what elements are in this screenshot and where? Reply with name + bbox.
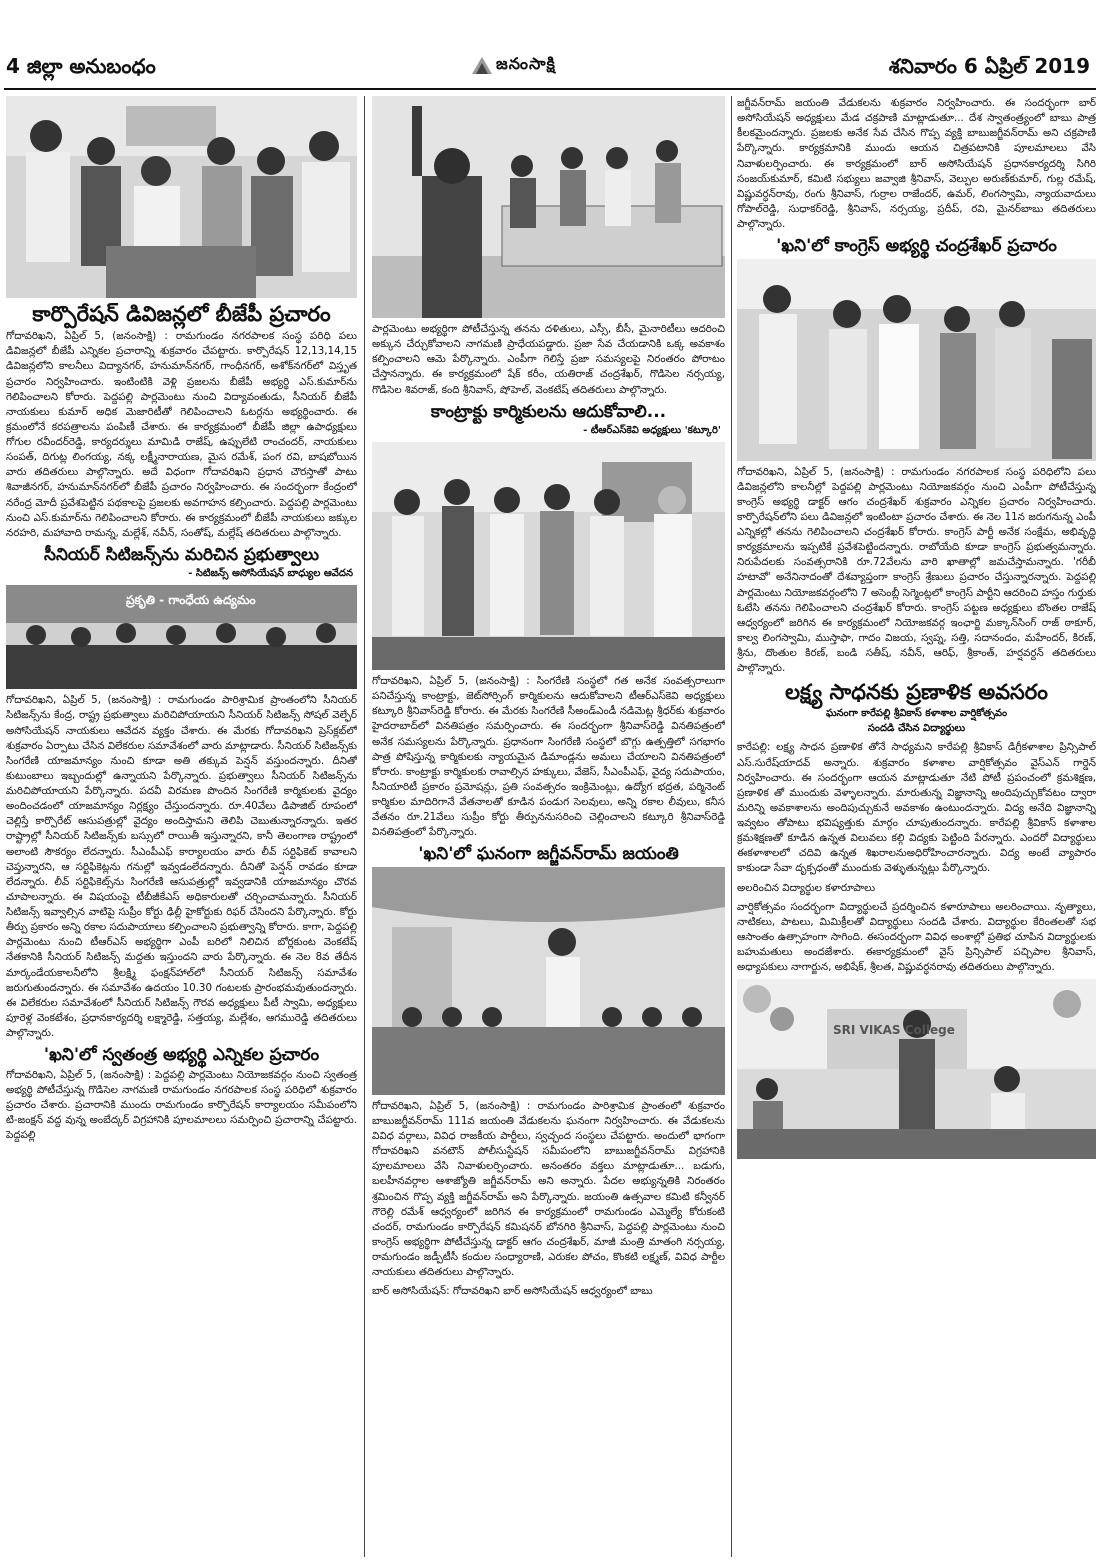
headline-senior-citizens: సీనియర్ సిటిజన్స్‌ను మరిచిన ప్రభుత్వాలు <box>44 544 319 565</box>
photo-jagjivan-jayanti <box>372 867 725 1095</box>
article-body-senior-citizens: గోదావరిఖని, ఏప్రిల్ 5, (జనంసాక్షి) : రామగుండం పారిశ్రామిక ప్రాంతంలోని సీనియర్ సిటిజన్స్‌ను కేంద్ర, రాష్ట్ర ప్రభుత్వాలు మరిచిపోయాయని సీనియర్ సిటిజన్స్ సోషల్ వెల్ఫేర్ అసోసియేషన్ నాయకులు ఆవేదన వ్యక్తం చేశారు. ఈ మేరకు గోదావరిఖని ప్రెస్‌క్లబ్‌లో శుక్రవారం ఏర్పాటు చేసిన విలేకరుల సమావేశంలో వారు మాట్లాడారు. సీనియర్ సిటిజన్స్‌కు సింగరేణి యాజమాన్యం నుంచి కూడా అతి తక్కువ పెన్షన్ వస్తుందన్నారు. దీనితో కుటుంబాలు ఇబ్బందుల్లో ఉన్నాయని పేర్కొన్నారు. ప్రభుత్వాలు సీనియర్ సిటిజన్స్‌ను మరిచిపోయాయని పేర్కొన్నారు. పదవీ విరమణ పొందిన సింగరేణి కార్మికులకు వైద్యం అందించడంలో యాజమాన్యం నిర్లక్ష్యం చేస్తుందన్నారు. రూ.40వేలు డిపాజిట్ రూపంలో చెల్లిస్తే కార్పొరేట్ ఆసుపత్రుల్లో వైద్యం అందిస్తామని తెలిపి చెబుతున్నారన్నారు. ఇతర రాష్ట్రాల్లో సీనియర్ సిటిజన్స్‌కు బస్సులో రాయితీ ఇస్తున్నారని, కానీ తెలంగాణ రాష్ట్రంలో అలాంటి సౌకర్యం లేదన్నారు. సీఎంపీఎఫ్ కార్యాలయం వారు లీవ్ సర్టిఫికెట్ కావాలని చెప్తున్నారని, ఆ సర్టిఫికెట్లను గనుల్లో ఇవ్వడంలేదన్నారు. దీనితో పెన్షన్ రావడం కూడా లేదన్నారు. లీవ్ సర్టిఫికెట్స్‌ను సింగరేణి ఆసుపత్రుల్లో ఇవ్వడానికి యాజమాన్యం చొరవ చూపాలన్నారు. ఈ విషయంపై టీబీజీకేఎస్ అధికారులతో చర్చించామన్నారు. సీనియర్ సిటిజన్స్ ఇవ్వాల్సిన వాటిపై సుప్రీం కోర్టు ఢిల్లీ హైకోర్టుకు రిఫర్ చేసిందని పేర్కొన్నారు. కోర్టు తీర్పు ప్రకారం అన్ని రకాల సదుపాయాలు కల్పించాలని ప్రభుత్వాన్ని కోరారు. కాగా, పెద్దపల్లి పార్లమెంటు నుంచి టీఆర్ఎస్ అభ్యర్థిగా ఎంపీ బరిలో నిలిచిన బోర్లకుంట వెంకటేష్ నేతకానికి సీనియర్ సిటిజన్స్ మద్దతు ఇస్తుందని వారు పేర్కొన్నారు. ఈ నెల 8వ తేదీన మార్కండేయకాలనీలోని శ్రీలక్ష్మి ఫంక్షన్‌హాల్‌లో సీనియర్ సిటిజన్స్ సమావేశం జరుగుతుందన్నారు. ఈ సమావేశం ఉదయం 10.30 గంటలకు ప్రారంభమవుతుందన్నారు. ఈ విలేకరుల సమావేశంలో సీనియర్ సిటిజన్స్ గౌరవ అధ్యక్షులు పీటీ స్వామి, అధ్యక్షులు పూరెళ్ల వెంకటేశం, ప్రధానకార్యదర్శి లక్ష్మారెడ్డి, సత్తయ్య, మల్లేశం, ఆగమురెడ్డి తదితరులు పాల్గొన్నారు. <box>6 694 357 1040</box>
article-subhead-cultural: అలరించిన విద్యార్థుల కళారూపాలు <box>737 881 876 894</box>
photo-banner-text: SRI VIKAS College <box>833 1023 955 1038</box>
column-divider <box>364 96 365 1557</box>
article-body-independent-candidate: గోదావరిఖని, ఏప్రిల్ 5, (జనంసాక్షి) : పెద్దపల్లి పార్లమెంటు నియోజకవర్గం నుంచి స్వతంత్ర అభ్యర్థి పోటీచేస్తున్న గొడిసెల నాగమణి రామగుండం నగరపాలక సంస్థ పరిధిలో శుక్రవారం ప్రచారం చేశారు. ప్రచారానికి ముందు రామగుండం కార్పొరేషన్ కార్యాలయం సమీపంలోని టి-జంక్షన్ వద్ద వున్న అంబేద్కర్ విగ్రహానికి పూలమాలలు సమర్పించి ప్రచారాన్ని చేపట్టారు. పెద్దపల్లి <box>6 1068 357 1142</box>
article-body-bar-association-cont: జగ్జీవన్‌రామ్ జయంతి వేడుకలను శుక్రవారం నిర్వహించారు. ఈ సందర్భంగా బార్ అసోసియేషన్ అధ్యక్షులు మేడ చక్రపాణి మాట్లాడుతూ... దేశ స్వాతంత్ర్యంలో బాబు పాత్ర కీలకమైందన్నారు. ప్రజలకు అనేక సేవ చేసిన గొప్ప వ్యక్తి బాబుజగ్జీవన్‌రామ్ అని చక్రపాణి పేర్కొన్నారు. కార్యక్రమానికి ముందు ఆయన చిత్రపటానికి పూలమాలలు వేసి నివాళులర్పించారు. ఈ కార్యక్రమంలో బార్ అసోసియేషన్ ప్రధానకార్యదర్శి సిగిరి సంజయ్‌కుమార్, కమిటి సభ్యులు జవ్వాజి శ్రీనివాస్, వెల్పుల అరుణ్‌కుమార్, గుల్ల రమేష్, విష్ణువర్ధన్‌రావు, రంగు శ్రీనివాస్, గుర్రాల రాజేందర్, ఉమర్, లింగస్వామి, న్యాయవాదులు గోపాల్‌రెడ్డి, సుధాకర్‌రెడ్డి, శ్రీనివాస్, నర్సయ్య, ప్రదీప్, రవి, మైనర్‌బాబు తదితరులు పాల్గొన్నారు. <box>737 97 1096 230</box>
photo-banner-text: ప్రకృతి - గాంధేయ ఉద్యమం <box>126 593 256 608</box>
column-3 <box>737 96 1096 1557</box>
subheadline-contract-workers: - టీఆర్ఎస్‌కెవి అధ్యక్షులు 'కట్కూరి' <box>583 425 721 437</box>
photo-college-event <box>737 979 1096 1159</box>
photo-contract-workers <box>372 442 725 670</box>
masthead <box>0 0 1100 92</box>
photo-bjp-campaign <box>6 96 357 298</box>
issue-date: శనివారం 6 ఏప్రిల్ 2019 <box>888 54 1090 78</box>
headline-contract-workers: కాంట్రాక్టు కార్మికులను ఆదుకోవాలి... <box>430 401 667 422</box>
masthead-rule <box>4 88 1096 90</box>
subheadline-students: సందడి చేసిన విద్యార్థులు <box>867 723 966 735</box>
column-2 <box>372 96 725 1557</box>
article-body-contract-workers: గోదావరిఖని, ఏప్రిల్ 5, (జనంసాక్షి) : సింగరేణి సంస్థలో గత అనేక సంవత్సరాలుగా పనిచేస్తున్న కాంట్రాక్టు, జెట్‌సోర్సింగ్ కార్మికులను ఆదుకోవాలని టీఆర్ఎస్‌కెవి అధ్యక్షులు కట్కూరి శ్రీనివాస్‌రెడ్డి కోరారు. ఈ మేరకు సింగరేణి సీఅండ్ఎండీ నడిమెట్ల శ్రీధర్‌కు శుక్రవారం హైదరాబాద్‌లో వినతిపత్రం సమర్పించారు. ఈ సందర్భంగా శ్రీనివాస్‌రెడ్డి వినతిపత్రంలో అనేక సమస్యలను పేర్కొన్నారు. ప్రధానంగా సింగరేణి సంస్థలో బొగ్గు ఉత్పత్తిలో సగభాగం పాత్ర పోషిస్తున్న కార్మికులకు న్యాయమైన డిమాండ్లను అమలు చేయాలని వినతిపత్రంలో కోరారు. కాంట్రాక్టు కార్మికులకు రావాల్సిన హక్కులు, వేజెస్, సీఎంపీఎఫ్, వైద్య సదుపాయం, సీనియారిటీ ప్రకారం ప్రమోషన్లు, ప్రతి సంవత్సరం ఇంక్రిమెంట్లు, ఉద్యోగ భద్రత, పర్మినెంట్ కార్మికుల మాదిరిగానే వేతనాలతో కూడిన పండుగ సెలవులు, అన్ని రకాల లీవులు, కనీస వేతనం రూ.21వేలు సుప్రీం కోర్టు తీర్పుననుసరించి చెల్లించాలని కట్కూరి శ్రీనివాస్‌రెడ్డి వినతిపత్రంలో పేర్కొన్నారు. <box>372 675 725 839</box>
article-body-bjp-campaign: గోదావరిఖని, ఏప్రిల్ 5, (జనంసాక్షి) : రామగుండం నగరపాలక సంస్థ పరిధి పలు డివిజన్లలో బీజేపీ ఎన్నికల ప్రచారాన్ని శుక్రవారం చేపట్టారు. కార్పొరేషన్ 12,13,14,15 డివిజన్లలోని కాలనీలు విద్యానగర్, హనుమాన్‌నగర్, గాంధీనగర్, అశోక్‌నగర్‌లో విస్తృత ప్రచారం నిర్వహించారు. ఇంటింటికి వెళ్లి ప్రజలను బీజేపీ అభ్యర్థి ఎస్.కుమార్‌ను గెలిపించాలని కోరారు. పెద్దపల్లి పార్లమెంటు నుంచి విద్యావంతుడు, సీనియర్ బీజేపీ నాయకులు కుమార్ అధిక మెజారిటీతో గెలిపించాలని ఓటర్లను అభ్యర్థించారు. ఈ క్రమంలోనే కరపత్రాలను పంపిణీ చేశారు. ఈ కార్యక్రమంలో బీజేపీ జిల్లా ఉపాధ్యక్షులు గోగుల రవీందర్‌రెడ్డి, కార్యదర్శులు మామిడి రాజేష్, ఉప్పులేటి రాంచందర్, నాయకులు సంపత్, దిగుట్ల లింగయ్య, నక్క లక్ష్మీనారాయణ, మైస రమేశ్, పంగ రవి, బాషబోయిన వారు తదితరులు పాల్గొన్నారు. అదే విధంగా గోదావరిఖని ప్రధాన చౌరస్తాతో పాటు శివాజీనగర్, హనుమాన్‌నగర్‌లో బీజేపీ ప్రచారం నిర్వహించారు. ఈ సందర్భంగా కేంద్రంలో నరేంద్ర మోదీ ప్రవేశపెట్టిన పథకాలపై ప్రజలకు అవగాహన కల్పించారు. పెద్దపల్లి పార్లమెంటు నుంచి ఎస్.కుమార్‌ను గెలిపించాలని కోరారు. ఈ కార్యక్రమంలో బీజేపీ నాయకులు జక్కుల నరహరి, మహావాది రామన్న, మల్లేశ్, నవీన్, సంతోష్, మల్లేష్ తదితరులు పాల్గొన్నారు. <box>6 330 357 539</box>
photo-congress-campaign <box>737 259 1096 461</box>
subheadline-college-anniversary: ఘనంగా కారేపల్లి శ్రీవికాస్ కళాశాల వార్షికోత్సవం <box>825 708 1008 720</box>
headline-jagjivan-jayanti: 'ఖని'లో ఘనంగా జగ్జీవన్‌రామ్ జయంతి <box>418 844 679 865</box>
subheadline-senior-citizens: - సిటిజన్స్ అసోసియేషన్ బాధ్యుల ఆవేదన <box>188 568 353 580</box>
headline-bjp-campaign: కార్పొరేషన్ డివిజన్లలో బీజేపీ ప్రచారం <box>32 302 331 326</box>
article-body-college-anniversary: కారేపల్లి: లక్ష్య సాధన ప్రణాళిక తోనే సాధ్యమని కారేపల్లి శ్రీవికాస్ డిగ్రీకళాశాల ప్రిన్సిపాల్ ఎస్.సురేష్‌యాదవ్ అన్నారు. శుక్రవారం కళాశాల వార్షికోత్సవం వైస్‌ఎన్ గార్డెన్ నిర్వహించారు. ఈ సందర్భంగా ఆయన మాట్లాడుతూ నేటి పోటీ ప్రపంచంలో క్రమశిక్షణ, ప్రణాళిక తో ముందుకు వెళ్ళాలన్నారు. మారుతున్న విజ్ఞానాన్ని అందిపుచ్చుకోవటం ద్వారా మరిన్ని అవకాశాలను అందిపుచ్చుకునే అవకాశం ఉంటుందన్నారు. విద్య అనేది విజ్ఞానాన్ని ఇవ్వటం తోపాటు భవిష్యత్తుకు మార్గం చూపుతుందన్నారు. కారేపల్లి శ్రీవికాస్ కళాశాల క్రమశిక్షణతో కూడిన ఉన్నత విలువలు కల్గి విద్యకు పెట్టింది పేరన్నారు. ఎందరో విద్యార్థులు ఈకళాశాలలో చదివి ఉన్నత శిఖరాలనుఅధిరోహించారన్నారు. విద్య అంటే వ్యాపారం కాకుండా సేవా దృక్పధంతో ముందుకు వెళ్ళుతున్నట్లు పేర్కొన్నారు. <box>737 741 1096 875</box>
logo-text: జనంసాక్షి <box>496 54 556 73</box>
photo-senior-citizens <box>6 585 357 689</box>
article-body-jagjivan-jayanti: గోదావరిఖని, ఏప్రిల్ 5, (జనంసాక్షి) : రామగుండం పారిశ్రామిక ప్రాంతంలో శుక్రవారం బాబుజగ్జీవన్‌రామ్ 111వ జయంతి వేడుకలను ఘనంగా నిర్వహించారు. ఈ వేడుకలను వివిధ వర్గాలు, వివిధ రాజకీయ పార్టీలు, స్వచ్ఛంద సంస్థలు చేపట్టారు. అందులో భాగంగా గోదావరిఖని వనటౌన్ పోలీసుస్టేషన్ సమీపంలోని బాబుజగ్జీవన్‌రామ్ విగ్రహానికి పూలమాలలు వేసి నివాళులర్పించారు. అనంతరం వక్తలు మాట్లాడుతూ... బడుగు, బలహీనవర్గాల ఆశాజ్యోతి జగ్జీవన్‌రామ్ అని అన్నారు. పేదల అభ్యున్నతికి నిరంతరం శ్రమించిన గొప్ప వ్యక్తి జగ్జీవన్‌రామ్ అని పేర్కొన్నారు. జయంతి ఉత్సవాల కమిటి కన్వీనర్ గౌరెల్లి రమేశ్ ఆధ్వర్యంలో జరిగిన ఈ కార్యక్రమంలో రామగుండం ఎమ్మెల్యే కోరుకంటి చందర్, రామగుండం కార్పొరేషన్ కమిషనర్ బోనగిరి శ్రీనివాస్, పెద్దపల్లి పార్లమెంటు నుంచి కాంగ్రెస్ అభ్యర్థిగా పోటీచేస్తున్న డాక్టర్ ఆగం చంద్రశేఖర్, మాజీ మంత్రి మాతంగి నర్సయ్య, రామగుండం జడ్పీటీసీ కందుల సంధ్యారాణి, ఎరుకల పోచం, కొంకటి లక్ష్మణ్, వివిధ పార్టీల నాయకులు తదితరులు పాల్గొన్నారు. <box>372 1099 725 1279</box>
headline-congress-campaign: 'ఖని'లో కాంగ్రెస్ అభ్యర్థి చంద్రశేఖర్ ప్రచారం <box>776 236 1057 257</box>
headline-college-anniversary: లక్ష్య సాధనకు ప్రణాళిక అవసరం <box>785 680 1048 705</box>
page-label: 4 జిల్లా అనుబంధం <box>6 54 156 78</box>
logo-emblem-icon <box>470 54 494 76</box>
column-1 <box>6 96 357 1557</box>
article-body-congress-campaign: గోదావరిఖని, ఏప్రిల్ 5, (జనంసాక్షి) : రామగుండం నగరపాలక సంస్థ పరిధిలోని పలు డివిజన్లలోని కాలనీల్లో పెద్దపల్లి పార్లమెంటు నియోజకవర్గం నుంచి ఎంపీగా పోటీచేస్తున్న కాంగ్రెస్ అభ్యర్థి డాక్టర్ ఆగం చంద్రశేఖర్ శుక్రవారం ఎన్నికల ప్రచారం నిర్వహించారు. కార్పొరేషన్‌లోని పలు డివిజన్లలో ఇంటింటా ప్రచారం చేశారు. ఈ నెల 11న జరుగనున్న ఎంపీ ఎన్నికల్లో తనను గెలిపించాలని చంద్రశేఖర్ కోరారు. కాంగ్రెస్ పార్టీ అనేక సంక్షేమ, అభివృద్ధి కార్యక్రమాలను ఇప్పటికే ప్రవేశపెట్టిందన్నారు. రాబోయేది కూడా కాంగ్రెస్ ప్రభుత్వమన్నారు. నిరుపేదలకు సంవత్సరానికి రూ.72వేలను వారి ఖాతాల్లో జమచేస్తామన్నారు. 'గరీబీ హటావో' అనేనినాదంతో దేశవ్యాప్తంగా కాంగ్రెస్ శ్రేణులు ప్రచారం చేస్తున్నారన్నారు. పెద్దపల్లి పార్లమెంటు నియోజకవర్గంలోని 7 అసెంబ్లీ సెగ్మెంట్లలో కాంగ్రెస్ పార్టీని ఆదరించి హస్తం గుర్తుకు ఓటేసి తనను గెలిపించాలని చంద్రశేఖర్ కోరారు. కాంగ్రెస్ పట్టణ అధ్యక్షులు బొంతల రాజేష్ ఆధ్వర్యంలో జరిగిన ఈ కార్యక్రమంలో నియోజకవర్గ ఇంఛార్జి మక్కాన్‌సింగ్ రాజ్ ఠాకూర్, కాల్వ లింగస్వామి, ముస్తాఫా, గాదం విజయ, స్వప్న, సత్తి, సదానందం, మహేందర్, కిరణ్, శ్రీను, దొంతుల కిరణ్, బండి సతీష్, నవీన్, ఆరిఫ్, శ్రీకాంత్, హర్షవర్దన్ తదితరులు పాల్గొన్నారు. <box>737 465 1096 675</box>
column-divider <box>731 96 732 1557</box>
article-body-bar-association: బార్ అసోసియేషన్: గోదావరిఖని బార్ అసోసియేషన్ ఆధ్వర్యంలో బాబు <box>372 1285 653 1298</box>
headline-independent-candidate: 'ఖని'లో స్వతంత్ర అభ్యర్థి ఎన్నికల ప్రచారం <box>43 1045 320 1066</box>
newspaper-logo <box>470 48 620 82</box>
article-body-cultural: వార్షికోత్సవం సందర్భంగా విద్యార్థులచే ప్రదర్శించిన కళారూపాలు అలరించాయి. నృత్యాలు, నాటికలు, పాటలు, మిమిక్రీలతో విద్యార్థులు సందడి చేశారు. విద్యార్థుల కేరింతలతో సభ ఆసాంతం ఉత్సాహంగా సాగింది. ఈసందర్భంగా వివిధ అంశాల్లో ప్రతిభ చూపిన విద్యార్థులకు బహుమతులు అందజేశారు. ఈకార్యక్రమంలో వైస్ ప్రిన్సిపాల్ పచ్చిపాల శ్రీనివాస్, అధ్యాపకులు నాగార్జున, అభిషేక్, శ్రీలత, విష్ణువర్ధనరావు తదితరులు పాల్గొన్నారు. <box>737 900 1096 974</box>
photo-ambedkar-statue <box>372 96 725 318</box>
article-body-independent-cont: పార్లమెంటు అభ్యర్థిగా పోటీచేస్తున్న తనను దళితులు, ఎస్సీ, బీసీ, మైనారిటీలు ఆదరించి అక్కున చేర్చుకోవాలని నాగమణి ప్రాధేయపడ్డారు. ప్రజా సేవ చేయడానికి ఒక్క అవకాశం కల్పించాలని ఆమె పేర్కొన్నారు. ఎంపీగా గెలిస్తే ప్రజా సమస్యలపై నిరంతరం పోరాటం చేస్తానన్నారు. ఈ కార్యక్రమంలో షేక్ కరీం, యతిరాజ్ చంద్రశేఖర్, గొడిసెల నర్సయ్య, గొడిసెల శివరాజ్, కంది శ్రీనివాస్, షోహెల్, వెంకటేష్ తదితరులు పాల్గొన్నారు. <box>372 323 725 396</box>
